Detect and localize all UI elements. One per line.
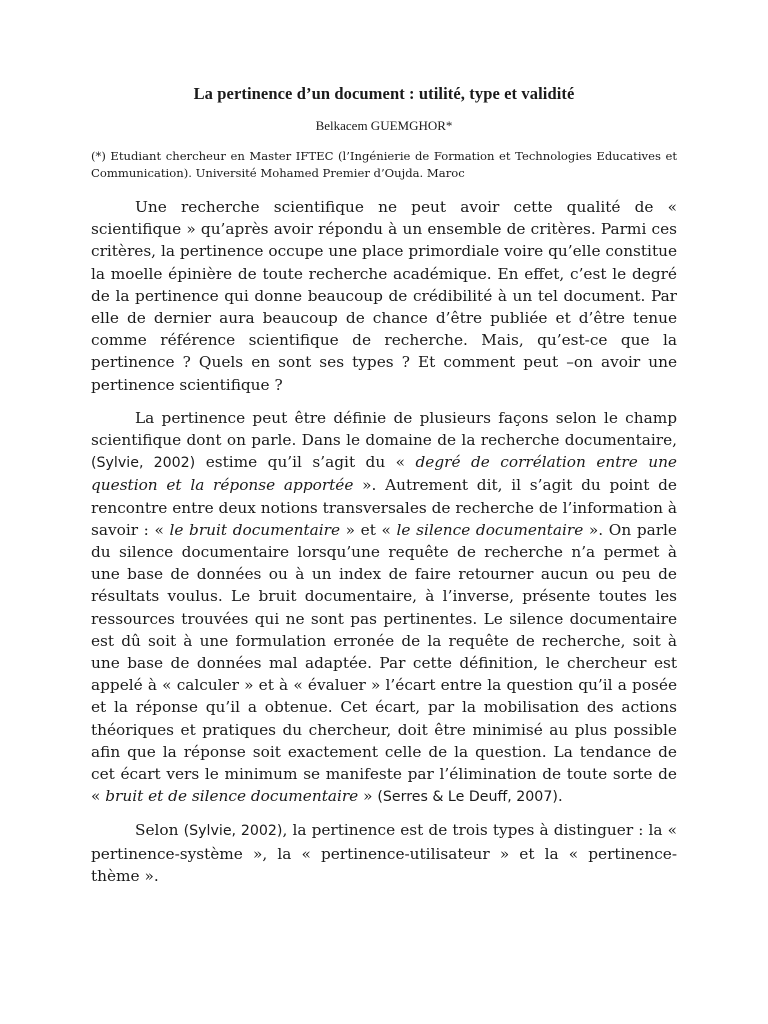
paragraph-1: Une recherche scientifique ne peut avoir cette qualité de « scientifique » qu’après avoir répondu à un ensemble de critères. Parmi ces critères, la pertinence occupe une place primordiale voire qu’elle constitue la moelle épinière de toute recherche académique. En effet, c’est le degré de la pertinence qui donne beaucoup de crédibilité à un tel document. Par elle de dernier aura beaucoup de chance d’être publiée et d’être tenue comme référence scientifique de recherche. Mais, qu’est-ce que la pertinence ? Quels en sont ses types ? Et comment peut –on avoir une pertinence scientifique ? bbox=[91, 198, 677, 394]
p2-text-5: ». On parle du silence documentaire lorsqu’une requête de recherche n’a permet à une base de données ou à un index de faire retourner aucun ou peu de résultats voulus. Le bruit documentaire, à l’inverse, présente toutes les ressources trouvées qui ne sont pas pertinentes. Le silence documentaire est dû soit à une formulation erronée de la requête de recherche, soit à une base de données mal adaptée. Par cette définition, le chercheur est appelé à « calculer » et à « évaluer » l’écart entre la question qu’il a posée et la réponse qu’il a obtenue. Cet écart, par la mobilisation des actions théoriques et pratiques du chercheur, doit être minimisé au plus possible afin que la réponse soit exactement celle de la question. La tendance de cet écart vers le minimum se manifeste par l’élimination de toute sorte de « bbox=[91, 520, 677, 806]
quote-silence-documentaire: le silence documentaire bbox=[396, 520, 584, 539]
p3-text-2: , la pertinence est de trois types à distinguer : la « pertinence-système », la « pertinence-utilisateur » et la « pertinence-thème ». bbox=[91, 821, 677, 885]
p2-text-7: . bbox=[557, 787, 563, 806]
quote-correlation: degré de corrélation entre une question et la réponse apportée bbox=[91, 453, 677, 495]
author-affiliation: (*) Etudiant chercheur en Master IFTEC (l’Ingénierie de Formation et Technologies Educatives et Communication). Université Mohamed Premier d’Oujda. Maroc bbox=[91, 149, 677, 180]
citation-serres-le-deuff-2007: (Serres & Le Deuff, 2007) bbox=[377, 789, 558, 806]
paragraph-3 bbox=[91, 819, 677, 887]
p3-text-1: Selon bbox=[135, 821, 184, 840]
p2-text-1: La pertinence peut être définie de plusieurs façons selon le champ scientifique dont on parle. Dans le domaine de la recherche documentaire, bbox=[91, 408, 677, 450]
citation-sylvie-2002: (Sylvie, 2002) bbox=[91, 455, 196, 472]
p2-text-6: » bbox=[358, 787, 378, 806]
document-title: La pertinence d’un document : utilité, type et validité bbox=[193, 84, 575, 103]
document-page bbox=[91, 84, 677, 898]
quote-bruit-documentaire: le bruit documentaire bbox=[169, 520, 341, 539]
p2-text-4: » et « bbox=[340, 520, 397, 539]
citation-sylvie-2002-b: (Sylvie, 2002) bbox=[183, 823, 283, 840]
paragraph-2 bbox=[91, 407, 677, 809]
p2-text-2: estime qu’il s’agit du « bbox=[195, 453, 416, 472]
p2-text-3: ». Autrement dit, il s’agit du point de rencontre entre deux notions transversales de recherche de l’information à savoir : « bbox=[91, 476, 677, 539]
document-author: Belkacem GUEMGHOR* bbox=[315, 118, 453, 133]
quote-bruit-et-silence: bruit et de silence documentaire bbox=[105, 787, 359, 806]
